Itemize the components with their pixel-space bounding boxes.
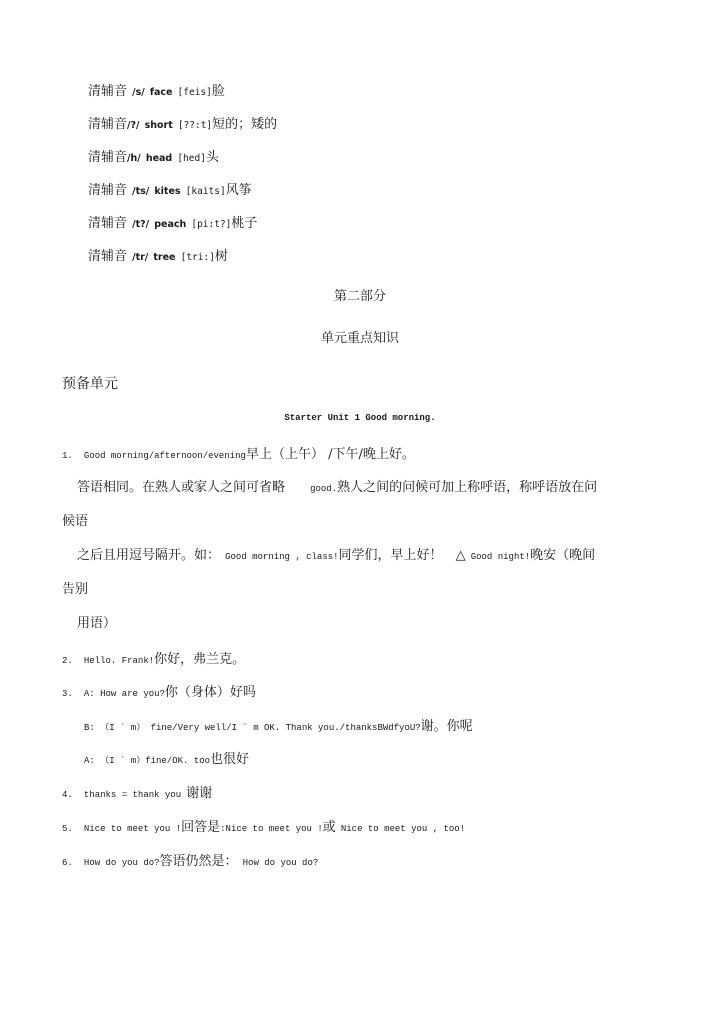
meaning: 脸 (211, 84, 225, 99)
note-line: 候语 (62, 514, 89, 529)
triangle-icon: △ (455, 548, 466, 563)
phonetic-symbol: /s/ (132, 87, 145, 98)
note-line: 之后且用逗号隔开。如： Good morning , class!同学们，早上好！ △ Good night!晚安（晚间 (77, 548, 596, 563)
ipa: [hed] (177, 153, 206, 164)
chinese-text: 你（身体）好吗 (164, 685, 256, 700)
dialogue-line (84, 715, 473, 734)
consonant-label: 清辅音 (88, 150, 128, 165)
ipa: [pi:t?] (191, 219, 232, 230)
meaning: 树 (214, 249, 228, 264)
list-item (62, 681, 256, 700)
example-word: short (144, 120, 173, 131)
list-item (62, 648, 245, 667)
chinese-text: 谢。你呢 (420, 719, 473, 734)
ipa: [??:t] (177, 120, 213, 131)
phonetic-symbol: /t?/ (132, 219, 150, 230)
meaning: 桃子 (231, 216, 258, 231)
item-number: 4. (62, 790, 73, 800)
ipa: [feis] (177, 87, 212, 98)
consonant-line (88, 245, 228, 264)
ipa: [kaits] (185, 186, 226, 197)
phonetic-symbol: /h/ (127, 153, 141, 164)
example-word: kites (154, 186, 181, 197)
ipa: [tri:] (180, 252, 215, 263)
meaning: 短的；矮的 (212, 117, 278, 132)
list-item: 5. Nice to meet you !回答是:Nice to meet you !或 Nice to meet you , too! (62, 820, 466, 835)
item-number: 5. (62, 824, 73, 834)
prep-unit-heading: 预备单元 (62, 376, 118, 392)
phonetic-symbol: /ts/ (132, 186, 150, 197)
chinese-text: 早上（上午） /下午/晚上好。 (245, 447, 415, 462)
chinese-text: 谢谢 (186, 786, 213, 801)
part-title: 第二部分 (333, 289, 386, 304)
english-text: A: （I ` m）fine/OK. too (84, 756, 211, 766)
consonant-label: 清辅音 (88, 183, 128, 198)
consonant-line (88, 80, 225, 99)
note-line: 用语） (77, 616, 117, 631)
consonant-label: 清辅音 (88, 84, 128, 99)
consonant-line (88, 179, 252, 198)
chinese-text: 也很好 (210, 752, 250, 767)
section-title: 单元重点知识 (320, 331, 399, 346)
consonant-label: 清辅音 (88, 117, 128, 132)
item-number: 6. (62, 858, 73, 868)
item-number: 1. (62, 451, 73, 461)
english-text: thanks = thank you (83, 790, 182, 800)
list-item (62, 782, 212, 801)
item-number: 3. (62, 689, 73, 699)
chinese-text: 你好，弗兰克。 (154, 652, 246, 667)
consonant-line (88, 212, 257, 231)
consonant-line (88, 146, 219, 165)
consonant-line (88, 113, 277, 132)
example-word: head (145, 153, 173, 164)
english-text: Good morning/afternoon/evening (83, 451, 246, 461)
consonant-label: 清辅音 (88, 216, 128, 231)
dialogue-line (84, 748, 249, 767)
meaning: 风筝 (225, 183, 252, 198)
note-line: 答语相同。在熟人或家人之间可省略 good.熟人之间的问候可加上称呼语，称呼语放在问 (77, 480, 598, 495)
phonetic-symbol: /tr/ (132, 252, 149, 263)
phonetic-symbol: /?/ (127, 120, 140, 131)
unit-title: Starter Unit 1 Good morning. (284, 413, 436, 423)
consonant-label: 清辅音 (88, 249, 128, 264)
note-line: 告别 (62, 582, 89, 597)
example-word: peach (154, 219, 187, 230)
meaning: 头 (205, 150, 219, 165)
list-item (62, 443, 415, 462)
item-number: 2. (62, 656, 73, 666)
example-word: tree (153, 252, 176, 263)
english-text: B: （I ` m） fine/Very well/I ` m OK. Thank you./thanksBWdfyoU? (84, 723, 421, 733)
english-text: Hello. Frank! (83, 656, 155, 666)
example-word: face (149, 87, 173, 98)
english-text: A: How are you? (83, 689, 165, 699)
list-item: 6. How do you do?答语仍然是： How do you do? (62, 854, 319, 869)
